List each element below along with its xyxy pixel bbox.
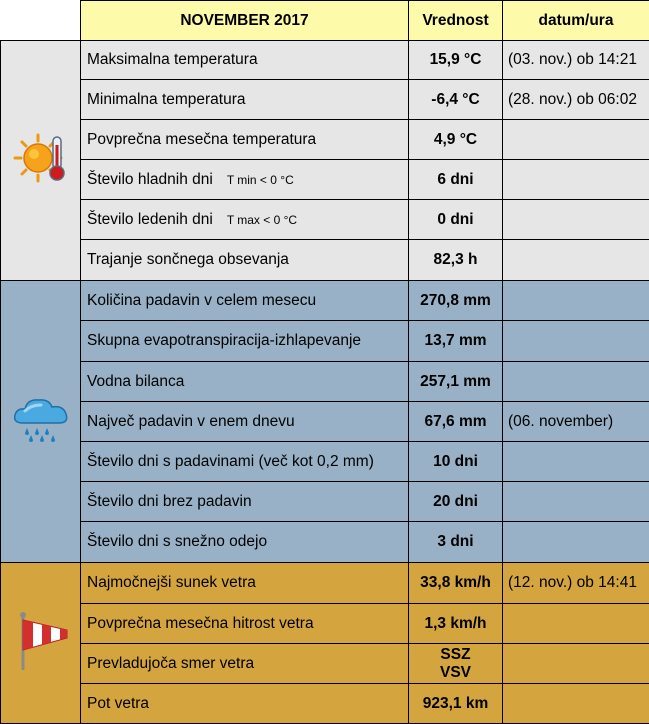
row-date [503,482,649,522]
row-label-text: Količina padavin v celem mesecu [87,291,317,309]
row-label-text: Najmočnejši sunek vetra [87,574,256,591]
row-value: 0 dni [409,200,503,240]
wind-row [1,604,649,644]
wind-icon-cell [1,563,81,724]
row-label [81,644,409,684]
row-label-text: Število hladnih dni [87,170,213,188]
header-corner [1,1,81,41]
precipitation-icon-cell [1,281,81,563]
row-date [503,321,649,362]
wind-row [1,563,649,604]
row-value: 82,3 h [409,240,503,281]
row-label-text: Število ledenih dni [87,210,213,228]
row-value: 15,9 °C [409,41,503,80]
row-date: (12. nov.) ob 14:41 [503,563,649,604]
header-date: datum/ura [503,1,649,41]
row-value: 13,7 mm [409,321,503,362]
row-value: 10 dni [409,442,503,482]
row-date [503,442,649,482]
windsock-icon [11,659,71,676]
temperature-row [1,200,649,240]
precipitation-row [1,402,649,442]
temperature-row [1,240,649,281]
precipitation-row [1,362,649,402]
row-value: 257,1 mm [409,362,503,402]
row-date: (28. nov.) ob 06:02 [503,80,649,120]
row-date [503,362,649,402]
precipitation-row [1,522,649,563]
precipitation-row [1,442,649,482]
temperature-row [1,41,649,80]
row-value: 923,1 km [409,684,503,724]
row-date [503,160,649,200]
row-date [503,240,649,281]
row-label-text: Število dni s padavinami (več kot 0,2 mm) [87,452,374,470]
row-label-text: Pot vetra [87,694,150,712]
temperature-icon-cell [1,41,81,281]
row-label-text: Povprečna mesečna temperatura [87,130,317,148]
row-label [81,684,409,724]
precipitation-row [1,321,649,362]
row-date [503,604,649,644]
row-value: 33,8 km/h [409,563,503,604]
row-value: -6,4 °C [409,80,503,120]
header-row [1,1,649,41]
row-label-text: Število dni s snežno odejo [87,533,268,550]
row-value: 4,9 °C [409,120,503,160]
precipitation-row [1,482,649,522]
row-label [81,120,409,160]
row-label-text: Povprečna mesečna hitrost vetra [87,614,314,632]
row-label-text: Največ padavin v enem dnevu [87,412,295,430]
row-date [503,522,649,563]
row-value: 270,8 mm [409,281,503,321]
wind-row [1,644,649,684]
row-label-text: Število dni brez padavin [87,492,252,510]
row-date [503,644,649,684]
row-label [81,321,409,362]
row-label-text: Skupna evapotranspiracija-izhlapevanje [87,332,362,349]
row-label [81,200,409,240]
row-label [81,442,409,482]
row-label [81,281,409,321]
row-label-text: Minimalna temperatura [87,90,246,108]
row-label [81,482,409,522]
rain-cloud-icon [11,430,71,447]
temperature-row [1,160,649,200]
precipitation-row [1,281,649,321]
row-label [81,240,409,281]
sun-thermometer-icon [12,172,70,189]
row-label-text: Maksimalna temperatura [87,51,258,68]
row-label-note: T max < 0 °C [226,212,298,227]
row-label-text: Prevladujoča smer vetra [87,654,255,672]
row-value: SSZ VSV [409,644,503,684]
row-date: (06. november) [503,402,649,442]
row-value: 6 dni [409,160,503,200]
row-date [503,281,649,321]
row-label [81,563,409,604]
row-label [81,402,409,442]
row-label [81,362,409,402]
row-value: 67,6 mm [409,402,503,442]
row-label [81,604,409,644]
row-date [503,120,649,160]
row-label [81,80,409,120]
row-value: 20 dni [409,482,503,522]
header-title: NOVEMBER 2017 [81,1,409,41]
row-value: 3 dni [409,522,503,563]
row-date [503,200,649,240]
header-value: Vrednost [409,1,503,41]
row-value: 1,3 km/h [409,604,503,644]
row-label [81,160,409,200]
temperature-row [1,120,649,160]
row-label [81,522,409,563]
row-label-text: Trajanje sončnega obsevanja [87,251,289,268]
wind-row [1,684,649,724]
temperature-row [1,80,649,120]
row-label-note: T min < 0 °C [226,172,294,187]
row-date [503,684,649,724]
row-label-text: Vodna bilanca [87,372,185,390]
row-date: (03. nov.) ob 14:21 [503,41,649,80]
row-label [81,41,409,80]
